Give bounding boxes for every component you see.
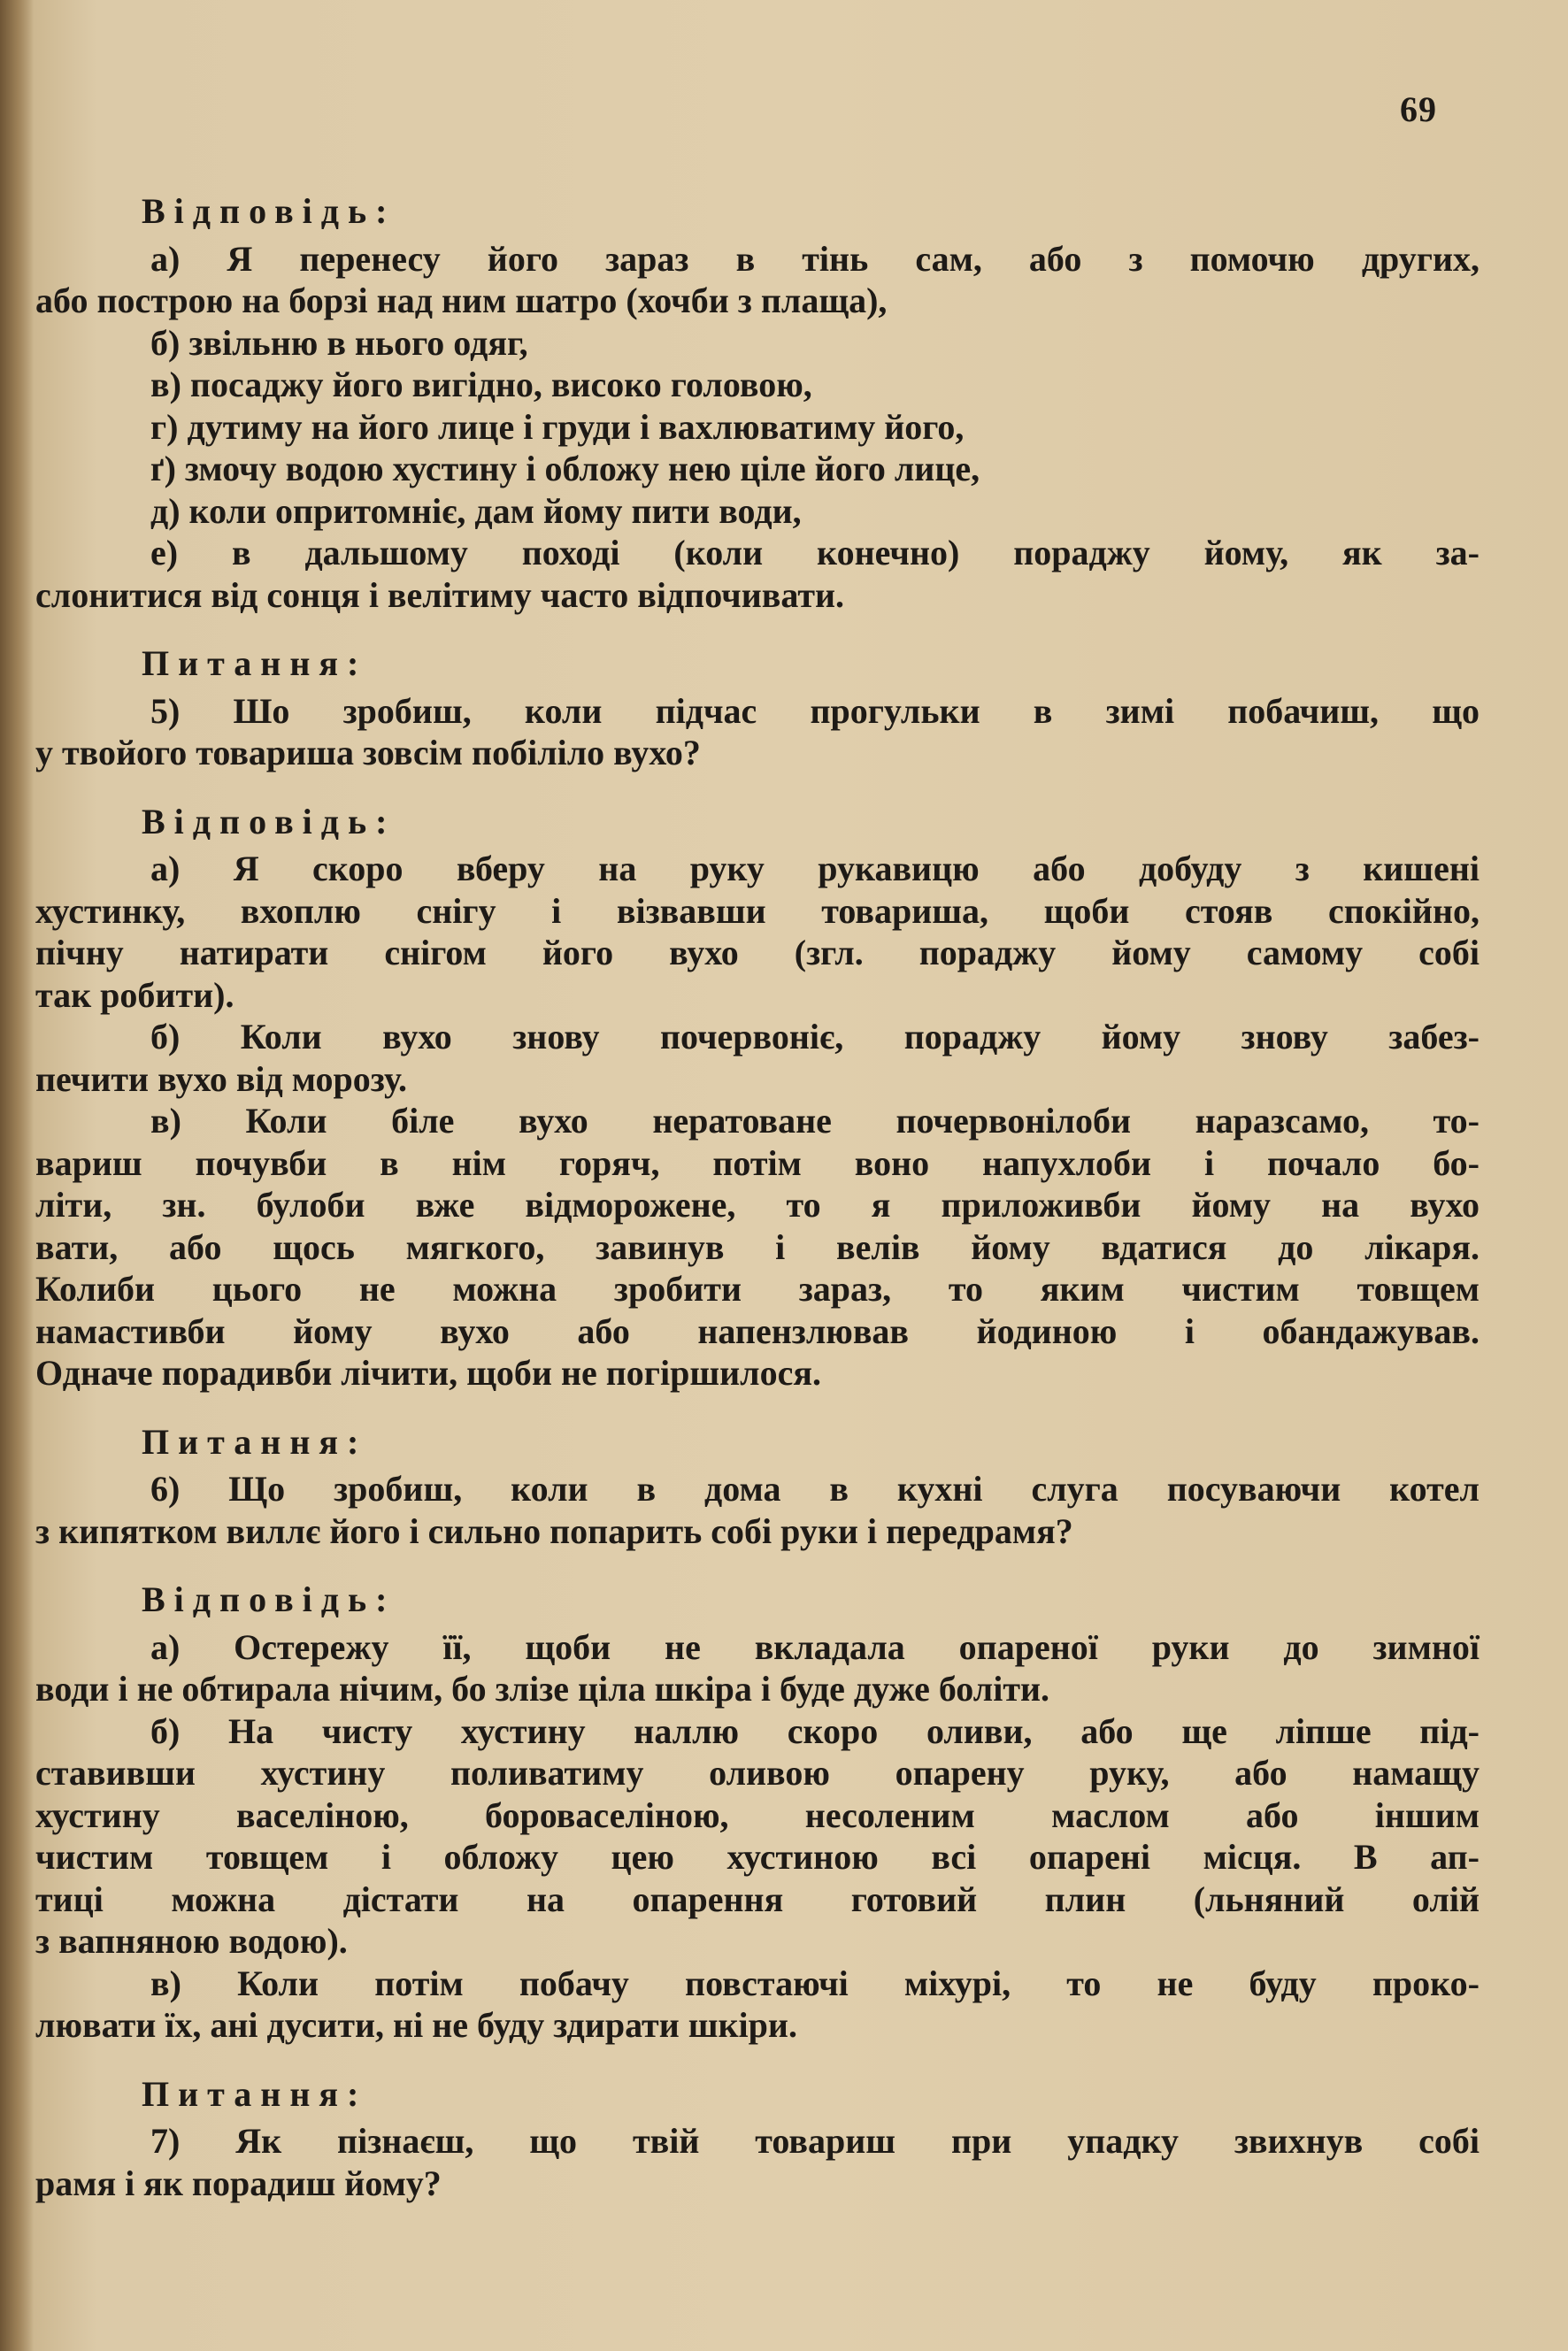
text-line: літи, зн. булоби вже відморожене, то я приложивби йому на вухо — [35, 1185, 1480, 1225]
text-paragraph — [35, 238, 1480, 617]
text-line: е) в дальшому поході (коли конечно) пораджу йому, як за- — [150, 533, 1480, 572]
section-heading: Питання: — [142, 1421, 368, 1462]
text-line: печити вухо від морозу. — [35, 1058, 407, 1099]
text-line: намастивби йому вухо або напензлював йодиною і обандажував. — [35, 1310, 1480, 1351]
section-heading: Питання: — [142, 643, 368, 683]
text-line: 5) Шо зробиш, коли підчас прогульки в зимі побачиш, що — [150, 690, 1480, 731]
section-heading: Питання: — [142, 2073, 368, 2114]
text-line: хустину васеліною, бороваселіною, несоленим маслом або іншим — [35, 1794, 1480, 1835]
text-line: так робити). — [35, 974, 234, 1015]
text-line: в) посаджу його вигідно, високо головою, — [150, 365, 812, 404]
text-line: а) Я перенесу його зараз в тінь сам, або з помочю других, — [150, 238, 1480, 279]
text-line: тиці можна дістати на опарення готовий плин (льняний олій — [35, 1878, 1480, 1919]
text-line: в) Коли потім побачу повстаючі міхурі, то не буду проко- — [150, 1963, 1480, 2003]
text-line: д) коли опритомніє, дам йому пити води, — [150, 490, 802, 531]
page-text — [35, 190, 1480, 2204]
text-line: вати, або щось мягкого, завинув і велів йому вдатися до лікаря. — [35, 1226, 1480, 1267]
text-line: лювати їх, ані дусити, ні не буду здирати шкіри. — [35, 2005, 797, 2045]
text-paragraph — [35, 1468, 1480, 1552]
text-line: у твойого товариша зовсім побіліло вухо? — [35, 733, 701, 772]
text-paragraph — [35, 690, 1480, 774]
text-line: з кипятком виллє його і сильно попарить собі руки і передрамя? — [35, 1510, 1073, 1551]
section-heading: Відповідь: — [142, 1579, 396, 1619]
text-line: хустинку, вхоплю снігу і візвавши товариша, щоби стояв спокійно, — [35, 890, 1480, 931]
text-paragraph — [35, 2120, 1480, 2204]
text-line: а) Я скоро вберу на руку рукавицю або добуду з кишені — [150, 849, 1480, 888]
text-line: г) дутиму на його лице і груди і вахлюватиму його, — [150, 406, 965, 447]
text-line: або построю на борзі над ним шатро (хочби з плаща), — [35, 280, 888, 320]
text-line: ґ) змочу водою хустину і обложу нею ціле його лице, — [150, 449, 980, 488]
text-line: а) Остережу її, щоби не вкладала опареної руки до зимної — [150, 1626, 1480, 1667]
section-heading: Відповідь: — [142, 801, 396, 841]
text-line: 6) Що зробиш, коли в дома в кухні слуга посуваючи котел — [150, 1469, 1480, 1509]
text-line: б) Коли вухо знову почервоніє, пораджу йому знову забез- — [150, 1017, 1480, 1056]
text-line: б) звільню в нього одяг, — [150, 322, 528, 363]
text-line: вариш почувби в нім горяч, потім воно напухлоби і почало бо- — [35, 1142, 1480, 1183]
text-line: Одначе порадивби лічити, щоби не погіршилося. — [35, 1353, 821, 1393]
text-line: слонитися від сонця і велітиму часто відпочивати. — [35, 574, 845, 615]
section-heading: Відповідь: — [142, 191, 396, 231]
text-line: б) На чисту хустину наллю скоро оливи, або ще ліпше під- — [150, 1710, 1480, 1751]
text-line: рамя і як порадиш йому? — [35, 2163, 442, 2203]
page-binding-shadow — [0, 0, 34, 2351]
text-line: пічну натирати снігом його вухо (згл. пораджу йому самому собі — [35, 933, 1480, 972]
text-paragraph — [35, 848, 1480, 1394]
text-line: з вапняною водою). — [35, 1921, 348, 1961]
text-line: 7) Як пізнаєш, що твій товариш при упадку звихнув собі — [150, 2121, 1480, 2161]
text-line: в) Коли біле вухо нератоване почервонілоби наразсамо, то- — [150, 1101, 1480, 1141]
text-line: води і не обтирала нічим, бо злізе ціла шкіра і буде дуже боліти. — [35, 1669, 1050, 1709]
text-paragraph — [35, 1626, 1480, 2047]
text-line: Колиби цього не можна зробити зараз, то яким чистим товщем — [35, 1269, 1480, 1309]
text-line: ставивши хустину поливатиму оливою опарену руку, або намащу — [35, 1753, 1480, 1793]
page-number: 69 — [1400, 89, 1437, 129]
text-line: чистим товщем і обложу цею хустиною всі опарені місця. В ап- — [35, 1837, 1480, 1877]
